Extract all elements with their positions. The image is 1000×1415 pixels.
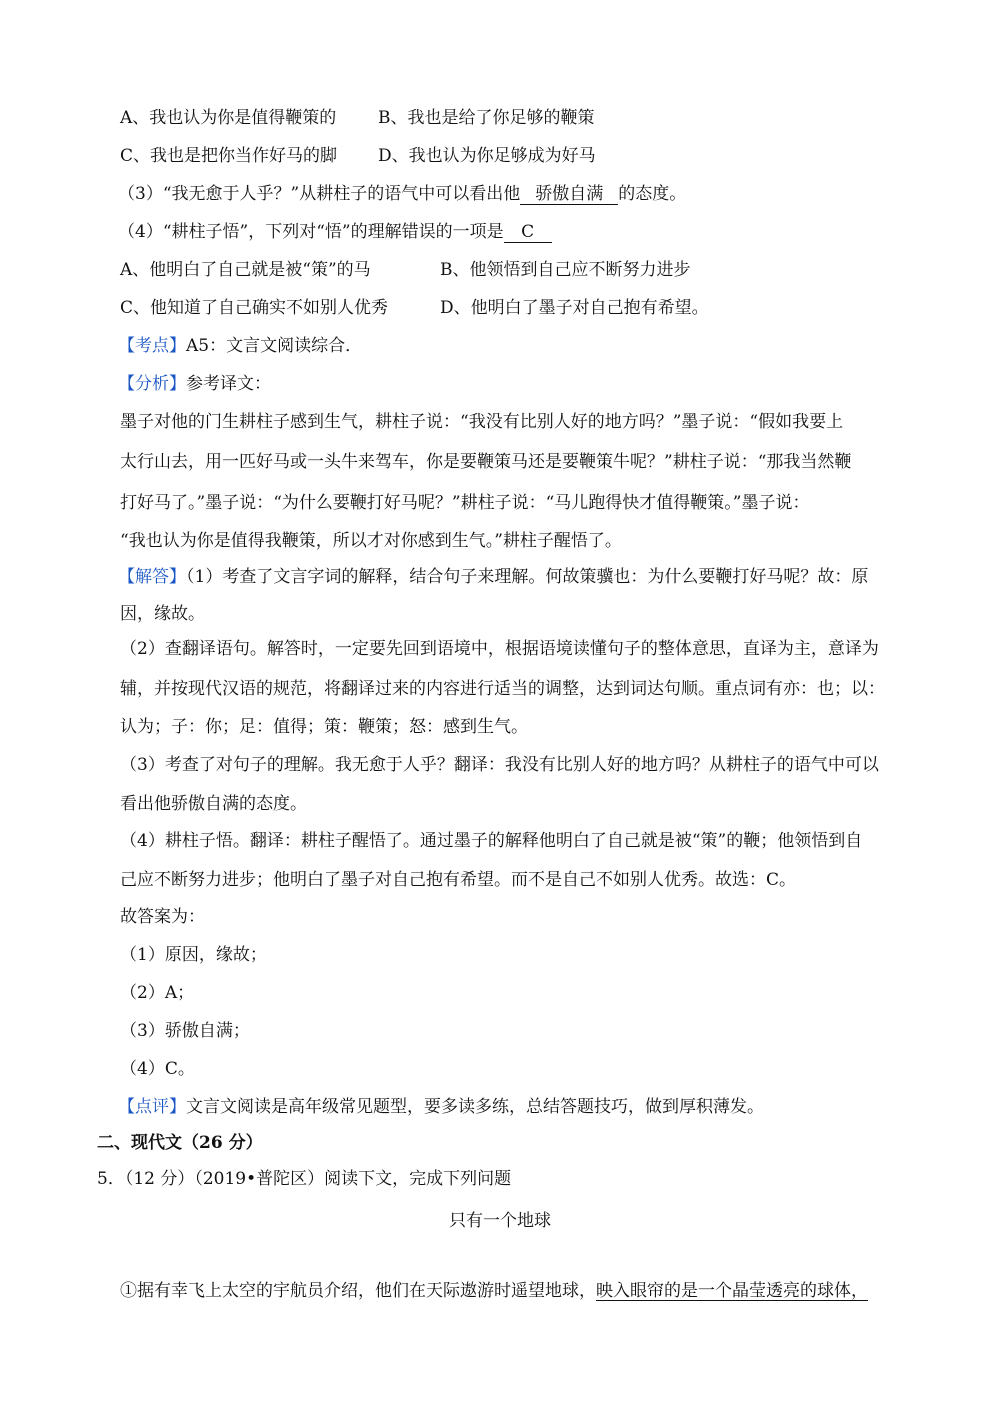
- q4-prompt: （4）“耕柱子悟”，下列对“悟”的理解错误的一项是: [118, 222, 504, 242]
- kaodian-row: [118, 335, 362, 357]
- q4-option-b: B、他领悟到自己应不断努力进步: [440, 260, 691, 280]
- q2-option-c: C、我也是把你当作好马的脚: [120, 146, 338, 166]
- q2-option-d: D、我也认为你足够成为好马: [378, 146, 596, 166]
- jieda-line: 因，缘故。: [120, 604, 205, 624]
- fenxi-line: 太行山去，用一匹好马或一头牛来驾车，你是要鞭策马还是要鞭策牛呢？”耕柱子说：“那我当然鞭: [120, 452, 852, 472]
- fenxi-line: “我也认为你是值得我鞭策，所以才对你感到生气。”耕柱子醒悟了。: [120, 531, 622, 551]
- q3-question: [118, 183, 686, 205]
- q4-question: [118, 221, 552, 243]
- q2-option-b: B、我也是给了你足够的鞭策: [378, 108, 595, 128]
- answers-title: 故答案为：: [120, 907, 205, 927]
- fenxi-row: [118, 373, 271, 395]
- fenxi-label: 【分析】: [118, 374, 186, 394]
- article-text: ①据有幸飞上太空的宇航员介绍，他们在天际遨游时遥望地球，: [120, 1281, 596, 1301]
- jieda-p4-line: （4）耕柱子悟。翻译：耕柱子醒悟了。通过墨子的解释他明白了自己就是被“策”的鞭；他领悟到自: [120, 831, 863, 851]
- q4-option-c: C、他知道了自己确实不如别人优秀: [120, 298, 389, 318]
- q4-option-a: A、他明白了自己就是被“策”的马: [120, 260, 371, 280]
- jieda-p4-line: 己应不断努力进步；他明白了墨子对自己抱有希望。而不是自己不如别人优秀。故选：C。: [120, 870, 797, 890]
- jieda-p2-line: 辅，并按现代汉语的规范，将翻译过来的内容进行适当的调整，达到词达句顺。重点词有亦：也；以：: [120, 679, 885, 699]
- fenxi-line: 墨子对他的门生耕柱子感到生气，耕柱子说：“我没有比别人好的地方吗？”墨子说：“假如我要上: [120, 412, 844, 432]
- dianping-text: 文言文阅读是高年级常见题型，要多读多练，总结答题技巧，做到厚积薄发。: [186, 1097, 764, 1117]
- fenxi-text: 参考译文：: [186, 374, 271, 394]
- dianping-label: 【点评】: [118, 1097, 186, 1117]
- article-paragraph: [120, 1280, 868, 1302]
- answer-item: （4）C。: [120, 1059, 195, 1079]
- q3-prompt: （3）“我无愈于人乎？”从耕柱子的语气中可以看出他: [118, 184, 521, 204]
- fenxi-line: 打好马了。”墨子说：“为什么要鞭打好马呢？”耕柱子说：“马儿跑得快才值得鞭策。”墨子说：: [120, 493, 810, 513]
- jieda-line: （1）考查了文言字词的解释，结合句子来理解。何故策骥也：为什么要鞭打好马呢？故：原: [186, 567, 869, 587]
- q4-answer-blank: C: [504, 222, 552, 243]
- answer-item: （1）原因，缘故；: [120, 945, 267, 965]
- q3-suffix: 的态度。: [618, 184, 687, 204]
- q3-answer-blank: 骄傲自满: [520, 184, 618, 205]
- article-title: 只有一个地球: [449, 1211, 551, 1231]
- kaodian-text: A5：文言文阅读综合．: [186, 336, 363, 356]
- answer-item: （2）A；: [120, 983, 195, 1003]
- q5-header: 5．（12 分）（2019•普陀区）阅读下文，完成下列问题: [97, 1169, 512, 1189]
- answer-item: （3）骄傲自满；: [120, 1021, 250, 1041]
- dianping-row: [118, 1096, 764, 1118]
- jieda-row: [118, 566, 868, 588]
- kaodian-label: 【考点】: [118, 336, 186, 356]
- section-heading: 二、现代文（26 分）: [97, 1133, 263, 1153]
- jieda-p3-line: （3）考查了对句子的理解。我无愈于人乎？翻译：我没有比别人好的地方吗？从耕柱子的语气中可以: [120, 755, 879, 775]
- article-underlined-text: 映入眼帘的是一个晶莹透亮的球体，: [596, 1281, 868, 1301]
- jieda-p2-line: （2）查翻译语句。解答时，一定要先回到语境中，根据语境读懂句子的整体意思，直译为主，意译为: [120, 639, 879, 659]
- q4-option-d: D、他明白了墨子对自己抱有希望。: [440, 298, 709, 318]
- jieda-p2-line: 认为；子：你；足：值得；策：鞭策；怒：感到生气。: [120, 717, 528, 737]
- q2-option-a: A、我也认为你是值得鞭策的: [120, 108, 337, 128]
- jieda-label: 【解答】: [118, 567, 186, 587]
- jieda-p3-line: 看出他骄傲自满的态度。: [120, 794, 307, 814]
